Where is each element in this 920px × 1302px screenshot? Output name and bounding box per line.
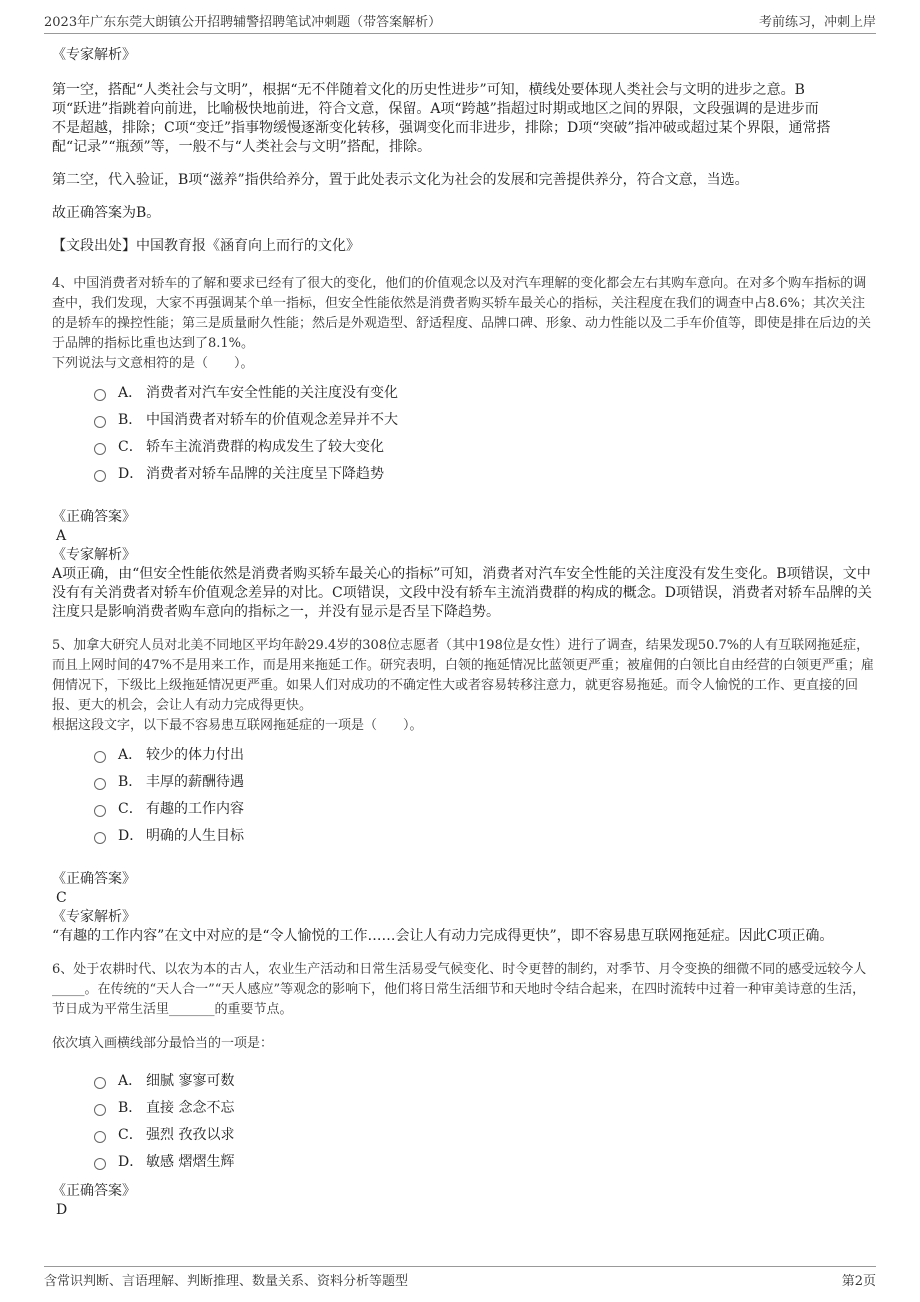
page-header bbox=[44, 8, 876, 34]
radio-icon[interactable] bbox=[94, 778, 106, 790]
option-list bbox=[52, 740, 874, 848]
answer-heading: 《正确答案》 bbox=[52, 871, 136, 887]
radio-icon[interactable] bbox=[94, 1077, 106, 1089]
radio-icon[interactable] bbox=[94, 832, 106, 844]
question-stem: 4、中国消费者对轿车的了解和要求已经有了很大的变化，他们的价值观念以及对汽车理解的变化都会左右其购车意向。在对多个购车指标的调查中，我们发现，大家不再强调某个单一指标，但安全性能依然是消费者购买轿车最关心的指标，关注程度在我们的调查中占8.6%；其次关注的是轿车的操控性能；第三是质量耐久性能；然后是外观造型、舒适程度、品牌口碑、形象、动力性能以及二手车价值等，即使是排在后边的关于品牌的指标比重也达到了8.1%。 bbox=[52, 276, 872, 351]
analysis-paragraph: A项正确，由“但安全性能依然是消费者购买轿车最关心的指标”可知，消费者对汽车安全性能的关注度没有发生变化。B项错误，文中没有有关消费者对轿车价值观念差异的对比。C项错误，文段中没有轿车主流消费群的构成的概念。D项错误，消费者对轿车品牌的关注度只是影响消费者购车意向的指标之一，并没有显示是否呈下降趋势。 bbox=[52, 566, 872, 620]
question-stem: 5、加拿大研究人员对北美不同地区平均年龄29.4岁的308位志愿者（其中198位是女性）进行了调查，结果发现50.7%的人有互联网拖延症，而且上网时间的47%不是用来工作，而是用来拖延工作。研究表明，白领的拖延情况比蓝领更严重；被雇佣的白领比自由经营的白领更严重；雇佣情况下，下级比上级拖延情况更严重。如果人们对成功的不确定性大或者容易转移注意力，就更容易拖延。而令人愉悦的工作、更直接的回报、更大的机会，会让人有动力完成得更快。 bbox=[52, 638, 874, 713]
question-prompt: 下列说法与文意相符的是（ ）。 bbox=[52, 356, 254, 371]
option-c[interactable]: C． 有趣的工作内容 bbox=[94, 794, 874, 821]
source-text: 【文段出处】中国教育报《涵育向上而行的文化》 bbox=[52, 238, 360, 254]
option-d[interactable]: D． 消费者对轿车品牌的关注度呈下降趋势 bbox=[94, 459, 874, 486]
radio-icon[interactable] bbox=[94, 416, 106, 428]
question-prompt: 根据这段文字，以下最不容易患互联网拖延症的一项是（ ）。 bbox=[52, 718, 423, 733]
page-number: 第2页 bbox=[841, 1273, 876, 1289]
option-b[interactable]: B． 丰厚的薪酬待遇 bbox=[94, 767, 874, 794]
radio-icon[interactable] bbox=[94, 1158, 106, 1170]
answer-value: A bbox=[56, 528, 67, 544]
analysis-paragraph: “有趣的工作内容”在文中对应的是“令人愉悦的工作……会让人有动力完成得更快”，即不容易患互联网拖延症。因此C项正确。 bbox=[52, 928, 834, 944]
analysis-paragraph: 第二空，代入验证，B项“滋养”指供给养分，置于此处表示文化为社会的发展和完善提供养分，符合文意，当选。 bbox=[52, 172, 749, 188]
option-a[interactable]: A． 较少的体力付出 bbox=[94, 740, 874, 767]
radio-icon[interactable] bbox=[94, 751, 106, 763]
document-title: 2023年广东东莞大朗镇公开招聘辅警招聘笔试冲刺题（带答案解析） bbox=[44, 15, 442, 30]
radio-icon[interactable] bbox=[94, 470, 106, 482]
radio-icon[interactable] bbox=[94, 1131, 106, 1143]
option-d[interactable]: D． 敏感 熠熠生辉 bbox=[94, 1147, 874, 1174]
header-slogan: 考前练习，冲刺上岸 bbox=[758, 15, 876, 30]
option-a[interactable]: A． 细腻 寥寥可数 bbox=[94, 1066, 874, 1093]
radio-icon[interactable] bbox=[94, 1104, 106, 1116]
option-list bbox=[52, 1066, 874, 1174]
expert-heading: 《专家解析》 bbox=[52, 547, 136, 563]
answer-heading: 《正确答案》 bbox=[52, 509, 136, 525]
conclusion-text: 故正确答案为B。 bbox=[52, 205, 161, 221]
question-prompt: 依次填入画横线部分最恰当的一项是： bbox=[52, 1036, 274, 1051]
answer-value: C bbox=[56, 890, 67, 906]
page-content bbox=[52, 40, 874, 1220]
option-b[interactable]: B． 直接 念念不忘 bbox=[94, 1093, 874, 1120]
analysis-paragraph: 第一空，搭配“人类社会与文明”，根据“无不伴随着文化的历史性进步”可知，横线处要体现人类社会与文明的进步之意。B项“跃进”指跳着向前进，比喻极快地前进，符合文意，保留。A项“跨越”指超过时期或地区之间的界限，文段强调的是进步而不是超越，排除；C项“变迁”指事物缓慢逐渐变化转移，强调变化而非进步，排除；D项“突破”指冲破或超过某个界限，通常搭配“记录”“瓶颈”等，一般不与“人类社会与文明”搭配，排除。 bbox=[52, 82, 831, 155]
option-list bbox=[52, 378, 874, 486]
radio-icon[interactable] bbox=[94, 443, 106, 455]
radio-icon[interactable] bbox=[94, 805, 106, 817]
option-d[interactable]: D． 明确的人生目标 bbox=[94, 821, 874, 848]
option-c[interactable]: C． 强烈 孜孜以求 bbox=[94, 1120, 874, 1147]
option-c[interactable]: C． 轿车主流消费群的构成发生了较大变化 bbox=[94, 432, 874, 459]
answer-heading: 《正确答案》 bbox=[52, 1183, 136, 1199]
answer-value: D bbox=[56, 1202, 68, 1218]
expert-heading: 《专家解析》 bbox=[52, 47, 136, 63]
expert-heading: 《专家解析》 bbox=[52, 909, 136, 925]
option-b[interactable]: B． 中国消费者对轿车的价值观念差异并不大 bbox=[94, 405, 874, 432]
radio-icon[interactable] bbox=[94, 389, 106, 401]
question-stem: 6、处于农耕时代、以农为本的古人，农业生产活动和日常生活易受气候变化、时令更替的制约，对季节、月令变换的细微不同的感受远较今人_____。在传统的“天人合一”“天人感应”等观念的影响下，他们将日常生活细节和天地时令结合起来，在四时流转中过着一种审美诗意的生活，节日成为平常生活里_______的重要节点。 bbox=[52, 962, 867, 1017]
footer-text: 含常识判断、言语理解、判断推理、数量关系、资料分析等题型 bbox=[44, 1273, 409, 1289]
option-a[interactable]: A． 消费者对汽车安全性能的关注度没有变化 bbox=[94, 378, 874, 405]
page-footer bbox=[44, 1266, 876, 1291]
